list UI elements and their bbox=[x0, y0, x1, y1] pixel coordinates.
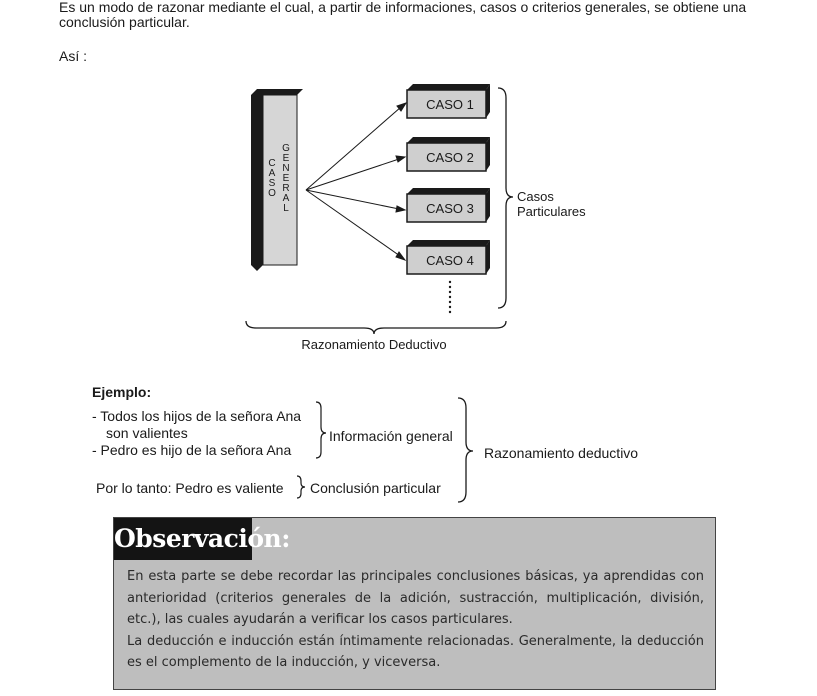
arrows bbox=[306, 103, 406, 260]
case-label-1: CASO 1 bbox=[426, 97, 474, 112]
observacion-text bbox=[127, 566, 704, 674]
asi-label: Así : bbox=[59, 48, 88, 64]
premise-2: - Pedro es hijo de la señora Ana bbox=[92, 442, 292, 458]
conclusion-particular-label: Conclusión particular bbox=[310, 480, 441, 496]
info-general-brace bbox=[316, 402, 326, 458]
casos-label: Casos bbox=[517, 189, 554, 204]
observacion-paragraph-2: La deducción e inducción están íntimamente relacionadas. Generalmente, la deducción es el complemento de la inducción, y viceversa. bbox=[127, 633, 704, 670]
premise-1: - Todos los hijos de la señora Ana bbox=[92, 408, 302, 424]
conclusion-brace bbox=[297, 476, 305, 498]
razonamiento-deductivo-label: Razonamiento deductivo bbox=[484, 445, 639, 461]
particulares-label: Particulares bbox=[517, 204, 586, 219]
conclusion-text: Por lo tanto: Pedro es valiente bbox=[96, 480, 284, 496]
intro-paragraph: Es un modo de razonar mediante el cual, a partir de informaciones, casos o criterios generales, se obtiene una conclusión particular. bbox=[59, 0, 747, 30]
case-label-2: CASO 2 bbox=[426, 150, 474, 165]
razonamiento-deductivo-brace bbox=[458, 398, 473, 502]
case-box-1 bbox=[407, 84, 490, 118]
case-box-3 bbox=[407, 188, 490, 222]
razonamiento-label: Razonamiento Deductivo bbox=[301, 337, 447, 352]
case-box-4 bbox=[407, 240, 490, 274]
case-box-2 bbox=[407, 137, 490, 171]
razonamiento-brace bbox=[246, 321, 506, 334]
case-label-4: CASO 4 bbox=[426, 253, 474, 268]
info-general-label: Información general bbox=[329, 428, 453, 444]
observacion-paragraph-1: En esta parte se debe recordar las principales conclusiones básicas, ya aprendidas con anterioridad (criterios generales de la adición, sustracción, multiplicación, división, etc.), las cuales ayudarán a verificar los casos particulares. bbox=[127, 569, 704, 627]
general-vertical-label: G E N E R A L bbox=[282, 143, 290, 214]
premise-1-cont: son valientes bbox=[106, 425, 188, 441]
casos-brace bbox=[498, 88, 513, 308]
observacion-box bbox=[113, 517, 716, 690]
vertical-ellipsis bbox=[449, 281, 451, 313]
observacion-title: Observación: bbox=[114, 518, 252, 560]
case-label-3: CASO 3 bbox=[426, 201, 474, 216]
ejemplo-title: Ejemplo: bbox=[92, 384, 152, 400]
caso-general-box bbox=[251, 89, 303, 271]
caso-vertical-label: C A S O bbox=[268, 158, 276, 199]
